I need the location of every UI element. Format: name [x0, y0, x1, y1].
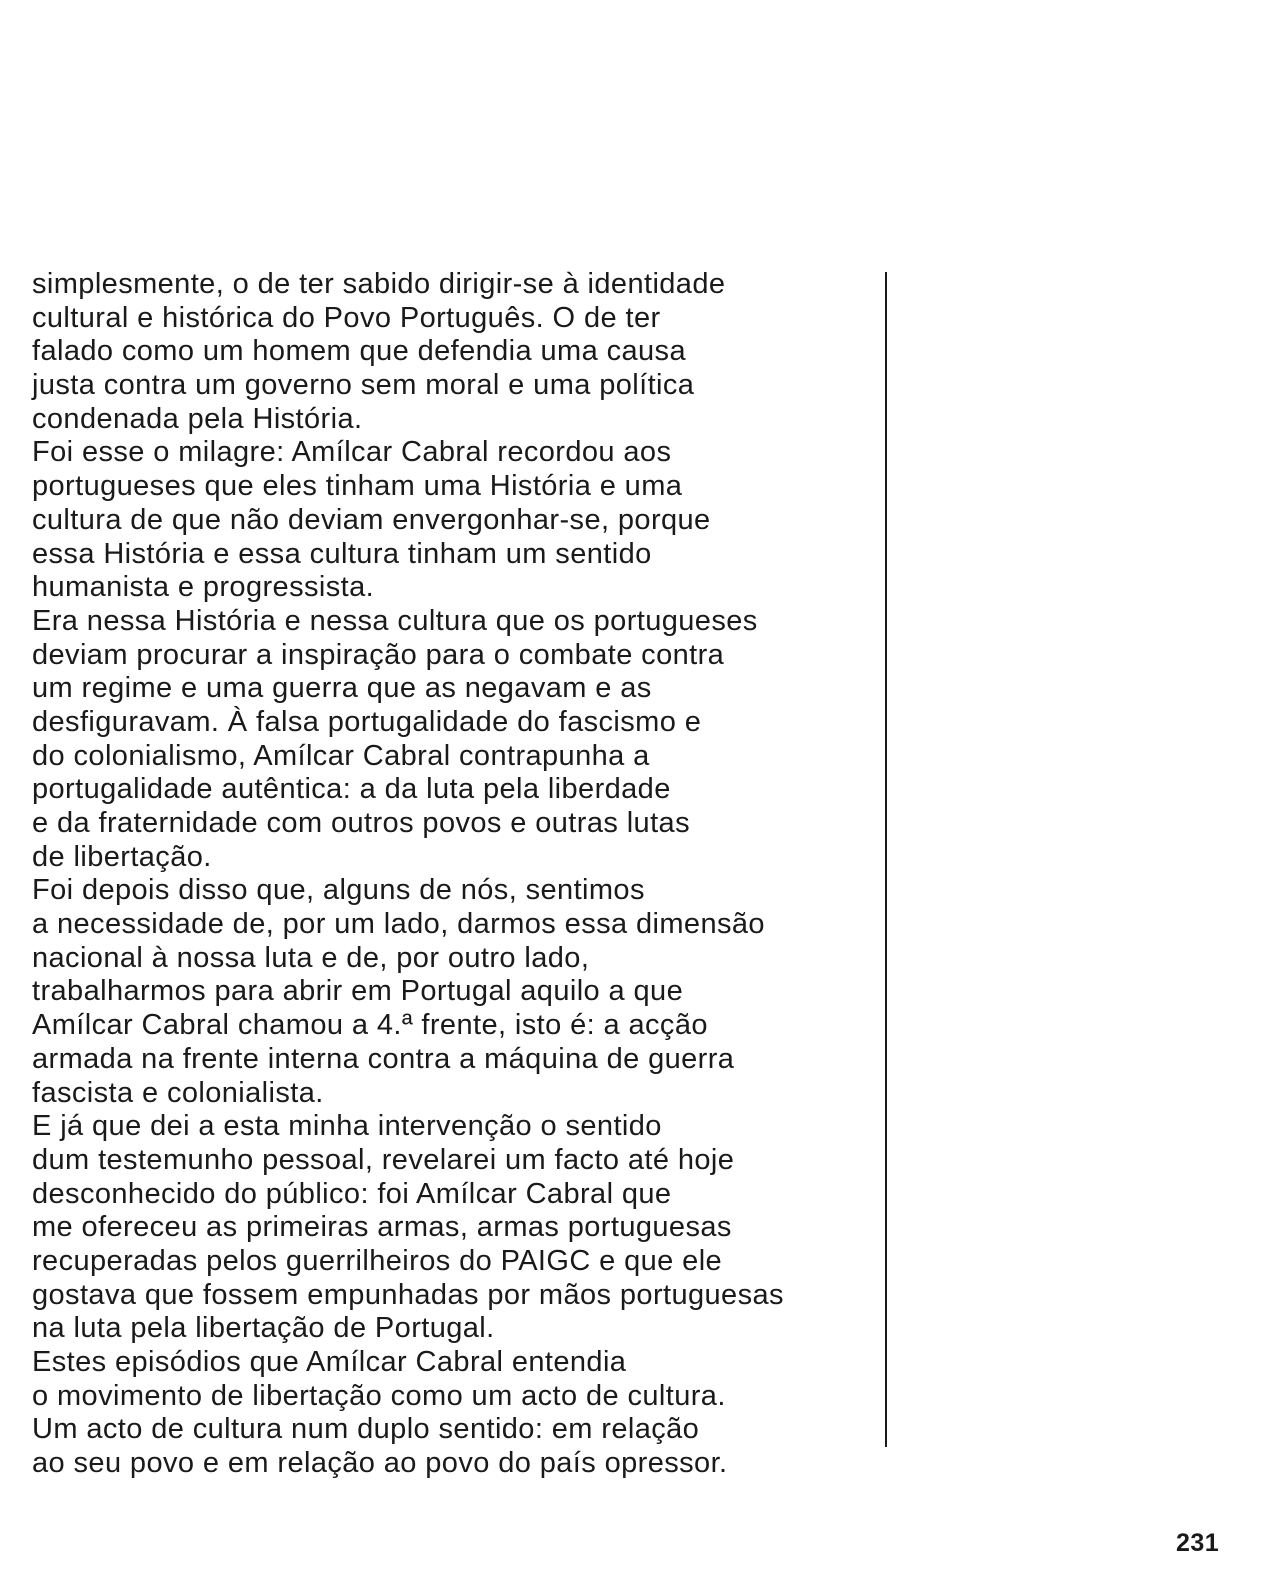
text-line: nacional à nossa luta e de, por outro lado, [32, 941, 590, 974]
text-line: dum testemunho pessoal, revelarei um facto até hoje [32, 1143, 735, 1176]
text-line: Um acto de cultura num duplo sentido: em relação [32, 1413, 700, 1446]
text-line: trabalharmos para abrir em Portugal aquilo a que [32, 975, 684, 1008]
text-line: gostava que fossem empunhadas por mãos portuguesas [32, 1278, 784, 1311]
text-line: simplesmente, o de ter sabido dirigir-se à identidade [32, 268, 726, 300]
text-line: Amílcar Cabral chamou a 4.ª frente, isto é: a acção [32, 1009, 708, 1042]
text-line: Estes episódios que Amílcar Cabral entendia [32, 1346, 627, 1378]
text-line: um regime e uma guerra que as negavam e as [32, 672, 652, 705]
margin-rule [885, 272, 887, 1447]
text-line: portugalidade autêntica: a da luta pela liberdade [32, 773, 671, 806]
text-line: portugueses que eles tinham uma História e uma [32, 470, 683, 503]
text-line: cultural e histórica do Povo Português. O de ter [32, 301, 661, 334]
text-line: na luta pela libertação de Portugal. [32, 1312, 495, 1345]
text-line: me ofereceu as primeiras armas, armas portuguesas [32, 1211, 732, 1244]
text-line: fascista e colonialista. [32, 1076, 324, 1109]
text-line: Era nessa História e nessa cultura que os portugueses [32, 604, 758, 637]
text-line: cultura de que não deviam envergonhar-se, porque [32, 503, 711, 536]
body-text [32, 268, 882, 1481]
text-line: desfiguravam. À falsa portugalidade do fascismo e [32, 705, 702, 738]
text-line: justa contra um governo sem moral e uma política [32, 369, 695, 402]
text-line: desconhecido do público: foi Amílcar Cabral que [32, 1177, 672, 1210]
text-line: do colonialismo, Amílcar Cabral contrapunha a [32, 739, 650, 772]
text-line: e da fraternidade com outros povos e outras lutas [32, 807, 690, 839]
text-line: armada na frente interna contra a máquina de guerra [32, 1042, 735, 1075]
text-line: Foi depois disso que, alguns de nós, sentimos [32, 874, 645, 907]
text-line: Foi esse o milagre: Amílcar Cabral recordou aos [32, 436, 672, 469]
text-line: ao seu povo e em relação ao povo do país opressor. [32, 1447, 728, 1480]
page-number: 231 [1176, 1529, 1220, 1557]
text-line: humanista e progressista. [32, 571, 375, 604]
text-line: o movimento de libertação como um acto de cultura. [32, 1379, 726, 1412]
text-line: essa História e essa cultura tinham um sentido [32, 537, 652, 570]
text-line: condenada pela História. [32, 402, 363, 435]
text-line: falado como um homem que defendia uma causa [32, 335, 686, 368]
text-line: de libertação. [32, 840, 212, 873]
text-line: recuperadas pelos guerrilheiros do PAIGC e que ele [32, 1244, 723, 1277]
text-line: E já que dei a esta minha intervenção o sentido [32, 1110, 662, 1143]
text-line: deviam procurar a inspiração para o combate contra [32, 638, 725, 671]
text-line: a necessidade de, por um lado, darmos essa dimensão [32, 908, 765, 941]
